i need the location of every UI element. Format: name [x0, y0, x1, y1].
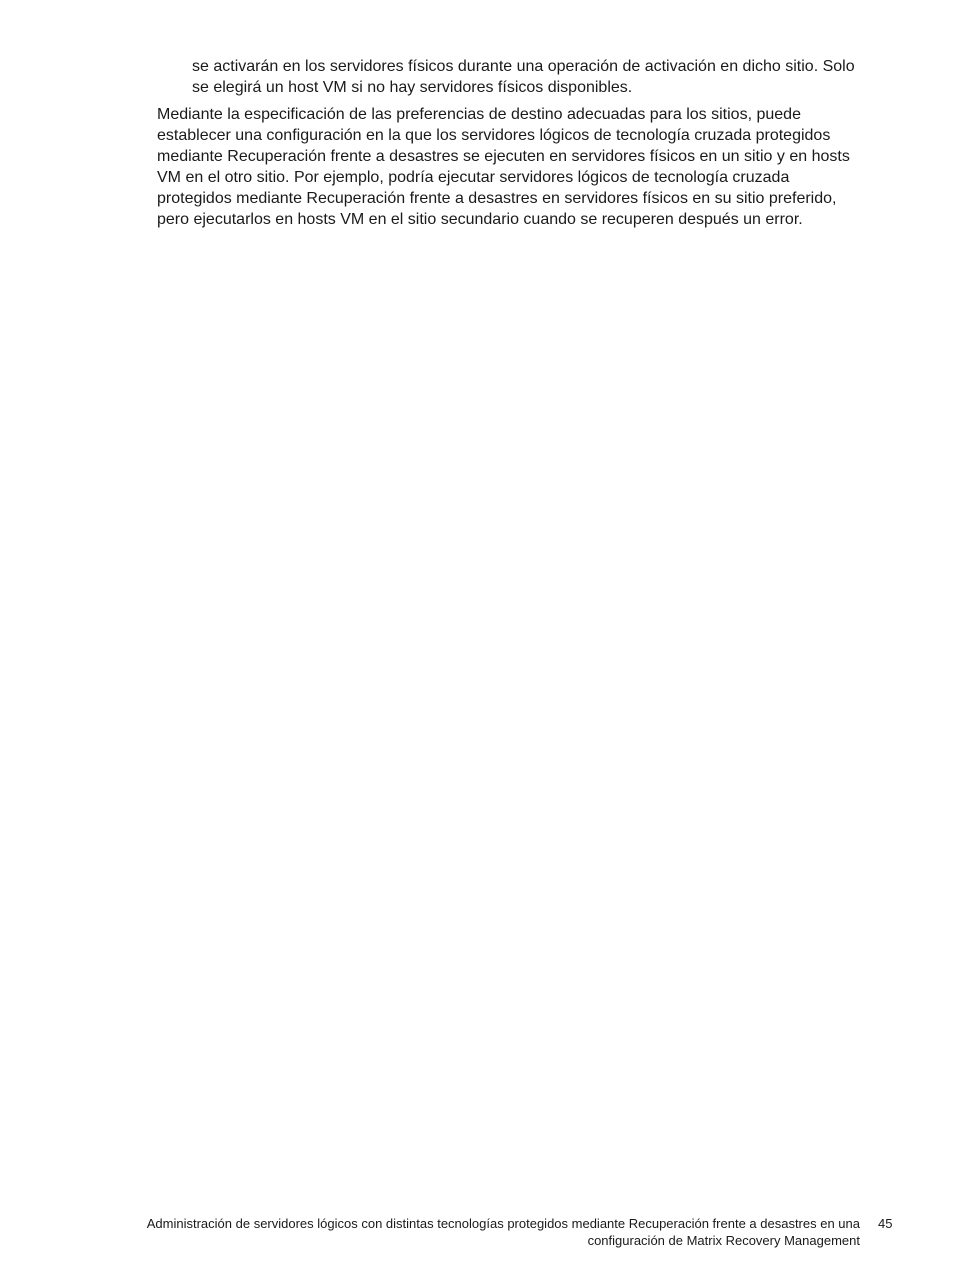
intro-paragraph	[192, 56, 912, 98]
text-line: se elegirá un host VM si no hay servidores físicos disponibles.	[192, 79, 633, 96]
footer-line: configuración de Matrix Recovery Management	[587, 1233, 860, 1248]
text-line: se activarán en los servidores físicos durante una operación de activación en dicho sitio. Solo	[192, 58, 855, 75]
text-line: pero ejecutarlos en hosts VM en el sitio secundario cuando se recuperen después un error.	[157, 211, 803, 228]
main-paragraph	[157, 104, 902, 230]
footer-line: Administración de servidores lógicos con distintas tecnologías protegidos mediante Recuperación frente a desastres en una	[146, 1216, 860, 1231]
page-footer	[60, 1215, 860, 1249]
text-line: Mediante la especificación de las preferencias de destino adecuadas para los sitios, puede	[157, 106, 801, 123]
text-line: VM en el otro sitio. Por ejemplo, podría ejecutar servidores lógicos de tecnología cruzada	[157, 169, 790, 186]
text-line: establecer una configuración en la que los servidores lógicos de tecnología cruzada protegidos	[157, 127, 831, 144]
page-number: 45	[878, 1216, 893, 1231]
text-line: mediante Recuperación frente a desastres se ejecuten en servidores físicos en un sitio y en hosts	[157, 148, 850, 165]
text-line: protegidos mediante Recuperación frente a desastres en servidores físicos en su sitio preferido,	[157, 190, 837, 207]
